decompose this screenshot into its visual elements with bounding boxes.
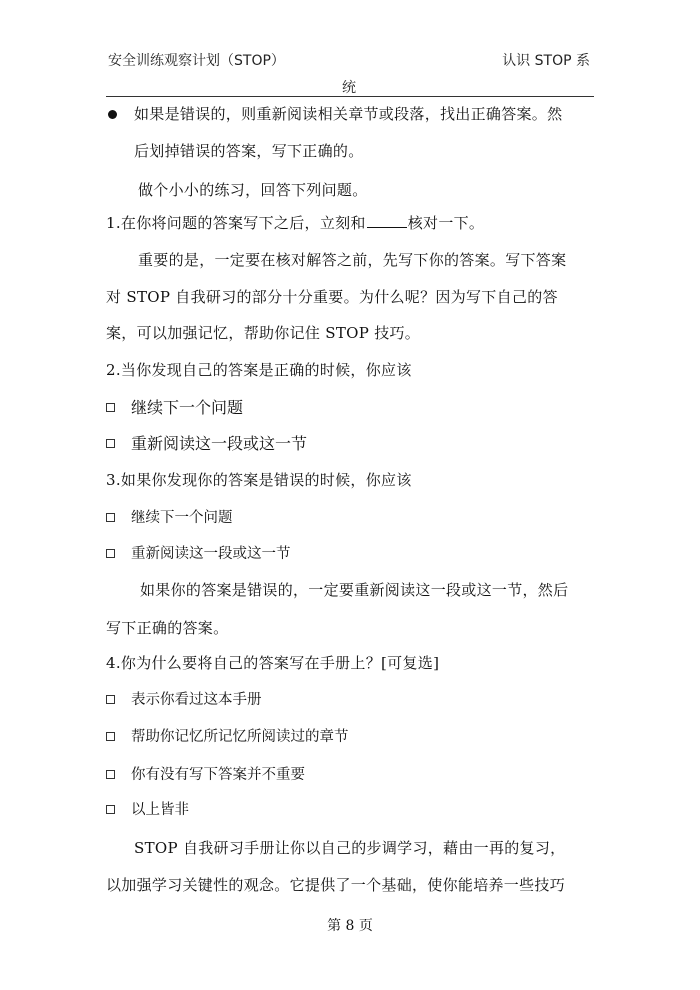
checkbox-icon[interactable] — [106, 439, 115, 448]
checkbox-icon[interactable] — [106, 770, 115, 779]
option-label: 帮助你记忆所记忆所阅读过的章节 — [131, 729, 349, 745]
question-1-suffix: 核对一下。 — [407, 214, 485, 232]
paragraph-3-line-1: STOP 自我研习手册让你以自己的步调学习，藉由一再的复习， — [134, 839, 566, 857]
option-label: 你有没有写下答案并不重要 — [131, 767, 305, 783]
checkbox-icon[interactable] — [106, 549, 115, 558]
header-title: 安全训练观察计划（STOP） — [108, 53, 285, 69]
q4-option-3[interactable] — [106, 765, 305, 785]
answer-blank — [367, 213, 407, 228]
q4-option-1[interactable] — [106, 690, 262, 710]
checkbox-icon[interactable] — [106, 732, 115, 741]
question-3: 3.如果你发现你的答案是错误的时候，你应该 — [106, 471, 412, 489]
paragraph-1-line-3: 案，可以加强记忆，帮助你记住 STOP 技巧。 — [106, 324, 421, 342]
option-label: 重新阅读这一段或这一节 — [131, 434, 308, 453]
paragraph-1-line-2: 对 STOP 自我研习的部分十分重要。为什么呢？因为写下自己的答 — [106, 288, 558, 306]
paragraph-2-line-2: 写下正确的答案。 — [106, 619, 229, 637]
header-section: 认识 STOP 系 — [502, 53, 590, 69]
q4-option-4[interactable] — [106, 800, 189, 820]
paragraph-2-line-1: 如果你的答案是错误的，一定要重新阅读这一段或这一节，然后 — [140, 581, 569, 599]
option-label: 继续下一个问题 — [131, 398, 244, 417]
bullet-dot — [108, 110, 117, 119]
bullet-text-line-2: 后划掉错误的答案，写下正确的。 — [134, 142, 364, 160]
q4-option-2[interactable] — [106, 727, 349, 747]
checkbox-icon[interactable] — [106, 513, 115, 522]
question-1 — [106, 213, 484, 233]
paragraph-3-line-2: 以加强学习关键性的观念。它提供了一个基础，使你能培养一些技巧 — [106, 876, 566, 894]
checkbox-icon[interactable] — [106, 695, 115, 704]
option-label: 继续下一个问题 — [131, 510, 233, 526]
checkbox-icon[interactable] — [106, 805, 115, 814]
paragraph-1-line-1: 重要的是，一定要在核对解答之前，先写下你的答案。写下答案 — [138, 251, 567, 269]
question-1-prefix: 1.在你将问题的答案写下之后，立刻和 — [106, 214, 366, 232]
checkbox-icon[interactable] — [106, 403, 115, 412]
q2-option-1[interactable] — [106, 398, 243, 418]
bullet-text-line-1: 如果是错误的，则重新阅读相关章节或段落，找出正确答案。然 — [134, 105, 563, 123]
question-2: 2.当你发现自己的答案是正确的时候，你应该 — [106, 361, 412, 379]
question-4: 4.你为什么要将自己的答案写在手册上？[可复选] — [106, 654, 440, 672]
option-label: 重新阅读这一段或这一节 — [131, 546, 291, 562]
q3-option-1[interactable] — [106, 508, 233, 528]
q3-option-2[interactable] — [106, 544, 291, 564]
page-number: 第 8 页 — [327, 918, 373, 934]
option-label: 表示你看过这本手册 — [131, 692, 262, 708]
exercise-intro: 做个小小的练习，回答下列问题。 — [138, 181, 368, 199]
header-section-continued: 统 — [342, 80, 356, 96]
header-rule — [106, 96, 594, 97]
q2-option-2[interactable] — [106, 434, 307, 454]
option-label: 以上皆非 — [131, 802, 189, 818]
